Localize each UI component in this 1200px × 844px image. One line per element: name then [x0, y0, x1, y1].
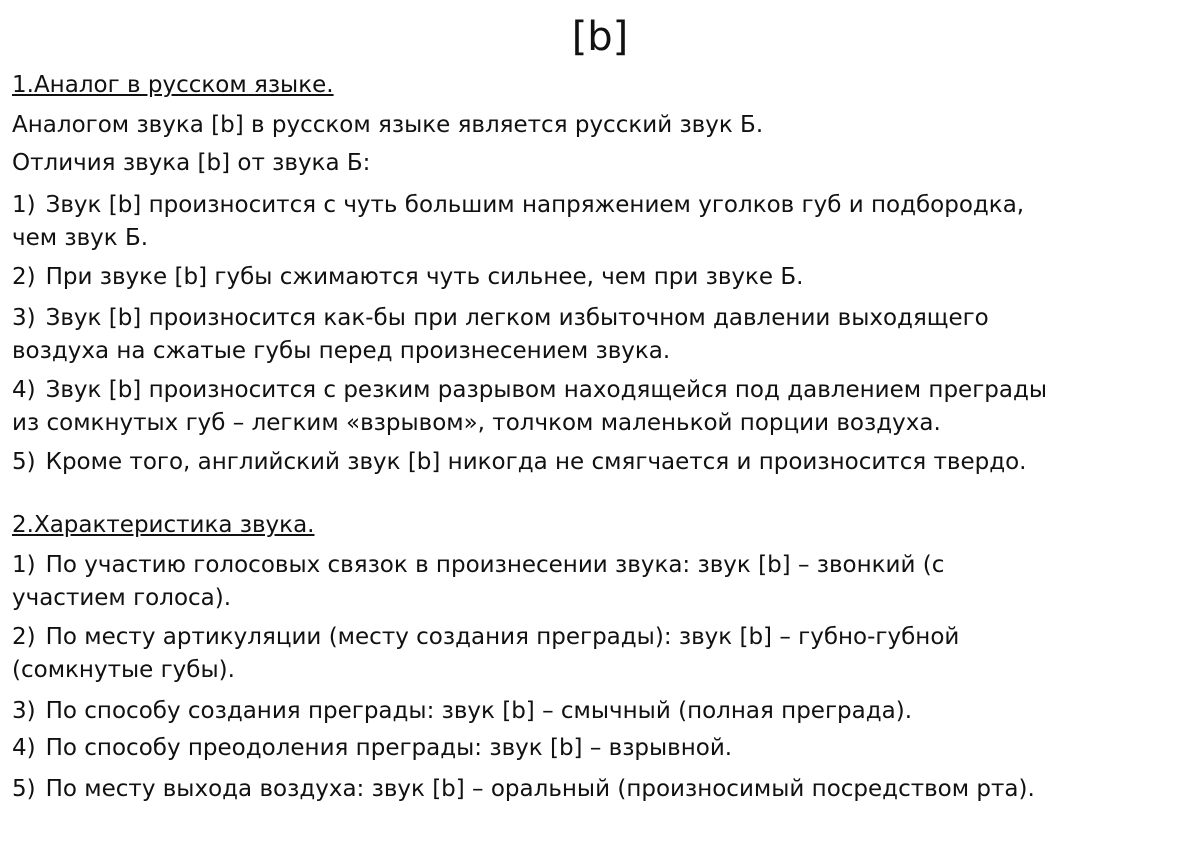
item-line: По месту артикуляции (месту создания преграды): звук [b] – губно-губной	[45, 624, 960, 650]
item-line: По участию голосовых связок в произнесении звука: звук [b] – звонкий (с	[45, 552, 945, 578]
list-item	[12, 549, 1197, 615]
list-item	[12, 189, 1197, 255]
item-number: 1)	[12, 192, 36, 218]
page-title: [b]	[571, 14, 629, 60]
list-item	[12, 261, 1197, 294]
heading-text: Характеристика звука.	[33, 512, 315, 538]
list-item	[12, 773, 1197, 806]
list-item	[12, 695, 1197, 728]
item-number: 3)	[12, 305, 36, 331]
item-line: участием голоса).	[12, 585, 232, 611]
item-line: Звук [b] произносится с чуть большим напряжением уголков губ и подбородка,	[45, 192, 1025, 218]
item-line: из сомкнутых губ – легким «взрывом», толчком маленькой порции воздуха.	[12, 410, 941, 436]
list-item	[12, 302, 1197, 368]
item-line: По способу создания преграды: звук [b] – смычный (полная преграда).	[45, 698, 913, 724]
item-line: Звук [b] произносится с резким разрывом находящейся под давлением преграды	[45, 377, 1048, 403]
item-line: Кроме того, английский звук [b] никогда не смягчается и произносится твердо.	[45, 449, 1027, 475]
section1-intro: Аналогом звука [b] в русском языке является русский звук Б.	[12, 112, 764, 138]
heading-number: 1.	[12, 72, 34, 98]
heading-number: 2.	[12, 512, 34, 538]
section1-subintro: Отличия звука [b] от звука Б:	[12, 150, 371, 176]
item-line: Звук [b] произносится как-бы при легком избыточном давлении выходящего	[45, 305, 989, 331]
item-number: 2)	[12, 264, 36, 290]
item-line: При звуке [b] губы сжимаются чуть сильнее, чем при звуке Б.	[45, 264, 804, 290]
item-line: воздуха на сжатые губы перед произнесением звука.	[12, 338, 671, 364]
list-item	[12, 374, 1197, 440]
item-number: 5)	[12, 776, 36, 802]
list-item	[12, 621, 1197, 687]
section2-heading	[12, 509, 1197, 542]
item-number: 1)	[12, 552, 36, 578]
item-line: чем звук Б.	[12, 225, 149, 251]
heading-text: Аналог в русском языке.	[33, 72, 334, 98]
item-line: По месту выхода воздуха: звук [b] – оральный (произносимый посредством рта).	[45, 776, 1035, 802]
section1-heading	[12, 69, 1197, 102]
list-item	[12, 446, 1197, 479]
item-line: (сомкнутые губы).	[12, 657, 235, 683]
list-item	[12, 732, 1197, 765]
item-number: 5)	[12, 449, 36, 475]
item-number: 3)	[12, 698, 36, 724]
item-number: 4)	[12, 735, 36, 761]
item-number: 2)	[12, 624, 36, 650]
item-number: 4)	[12, 377, 36, 403]
item-line: По способу преодоления преграды: звук [b] – взрывной.	[45, 735, 733, 761]
